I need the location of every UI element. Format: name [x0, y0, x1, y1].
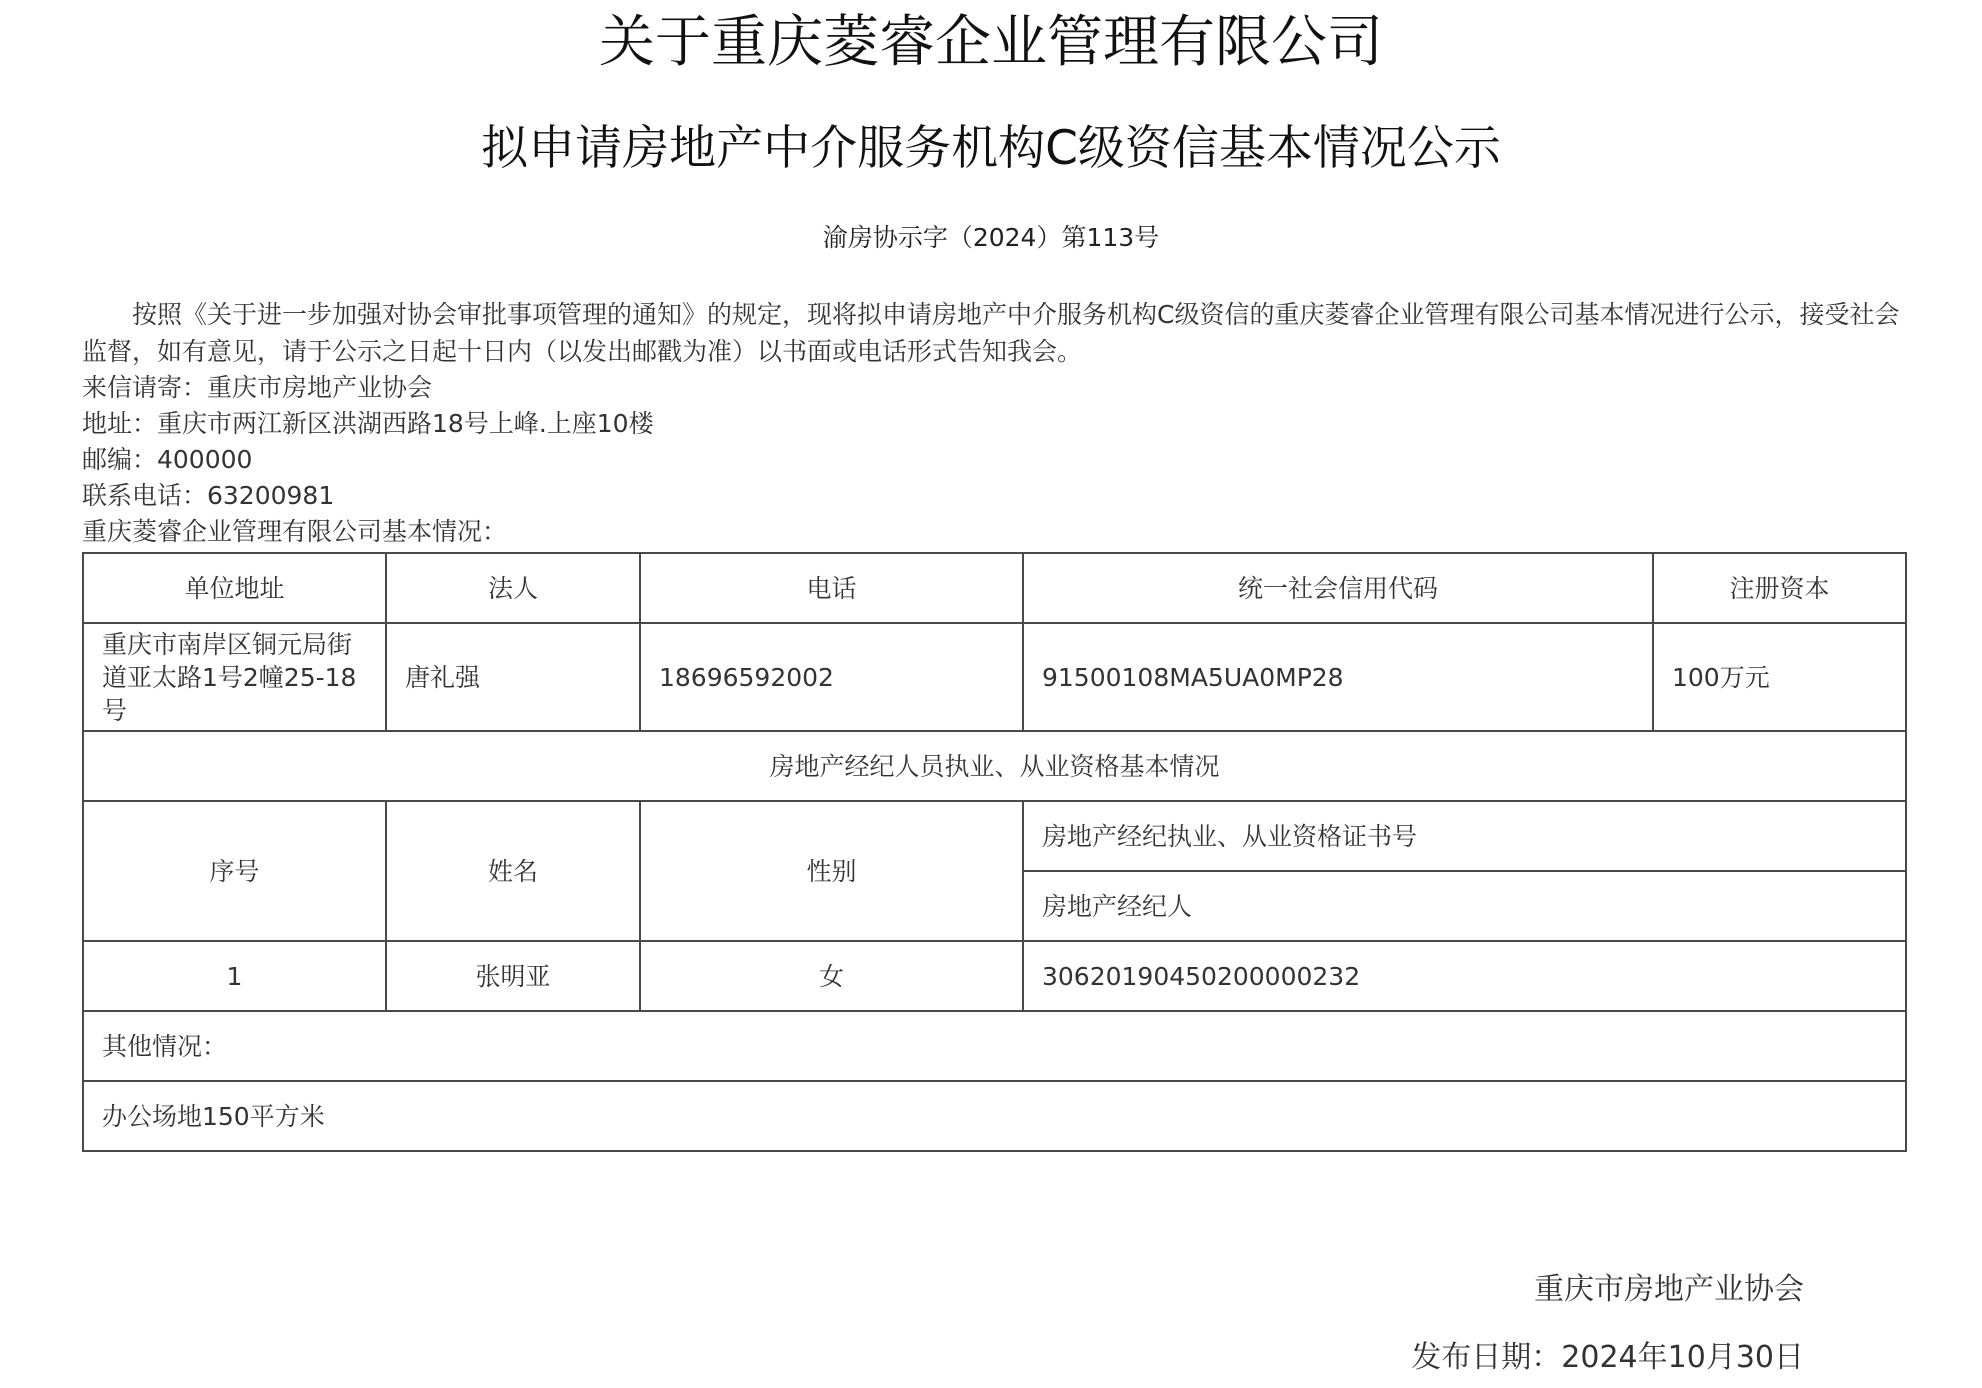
intro-paragraph: [82, 296, 1912, 370]
header-legal-person: 法人: [386, 553, 640, 623]
header-cert-type: 房地产经纪人: [1023, 871, 1906, 941]
intro-paragraph-text: 按照《关于进一步加强对协会审批事项管理的通知》的规定，现将拟申请房地产中介服务机构C级资信的重庆菱睿企业管理有限公司基本情况进行公示，接受社会监督，如有意见，请于公示之日起十日内（以发出邮戳为准）以书面或电话形式告知我会。: [82, 300, 1900, 366]
issuer-signature: 重庆市房地产业协会: [1534, 1272, 1804, 1307]
header-credit-code: 统一社会信用代码: [1023, 553, 1653, 623]
title-line-2: 拟申请房地产中介服务机构C级资信基本情况公示: [481, 121, 1501, 176]
header-name: 姓名: [386, 801, 640, 941]
agent-seq: 1: [83, 941, 386, 1011]
title-line-1: 关于重庆菱睿企业管理有限公司: [599, 10, 1383, 75]
agents-section-row: [83, 731, 1906, 801]
basic-info-heading: 重庆菱睿企业管理有限公司基本情况：: [82, 517, 508, 546]
agents-section-title: 房地产经纪人员执业、从业资格基本情况: [83, 731, 1906, 801]
other-label-row: [83, 1011, 1906, 1081]
agent-gender: 女: [640, 941, 1023, 1011]
publish-date: 发布日期：2024年10月30日: [1411, 1340, 1804, 1375]
table-row: [83, 941, 1906, 1011]
document-number: 渝房协示字（2024）第113号: [822, 223, 1160, 252]
cell-capital: 100万元: [1653, 623, 1906, 731]
header-phone: 电话: [640, 553, 1023, 623]
address-line: 地址：重庆市两江新区洪湖西路18号上峰.上座10楼: [82, 409, 654, 438]
cell-phone: 18696592002: [640, 623, 1023, 731]
agents-header-row-1: [83, 801, 1906, 871]
cell-address: 重庆市南岸区铜元局街道亚太路1号2幢25-18号: [83, 623, 386, 731]
header-capital: 注册资本: [1653, 553, 1906, 623]
other-content: 办公场地150平方米: [83, 1081, 1906, 1151]
company-data-row: [83, 623, 1906, 731]
agent-name: 张明亚: [386, 941, 640, 1011]
phone-line: 联系电话：63200981: [82, 481, 335, 510]
other-label: 其他情况：: [83, 1011, 1906, 1081]
header-gender: 性别: [640, 801, 1023, 941]
header-address: 单位地址: [83, 553, 386, 623]
postcode-line: 邮编：400000: [82, 445, 253, 474]
header-seq: 序号: [83, 801, 386, 941]
mail-to-line: 来信请寄：重庆市房地产业协会: [82, 373, 433, 402]
cell-credit-code: 91500108MA5UA0MP28: [1023, 623, 1653, 731]
cell-legal-person: 唐礼强: [386, 623, 640, 731]
other-content-row: [83, 1081, 1906, 1151]
agent-cert-number: 30620190450200000232: [1023, 941, 1906, 1011]
company-header-row: [83, 553, 1906, 623]
company-info-table: [82, 552, 1907, 1152]
header-cert-number: 房地产经纪执业、从业资格证书号: [1023, 801, 1906, 871]
